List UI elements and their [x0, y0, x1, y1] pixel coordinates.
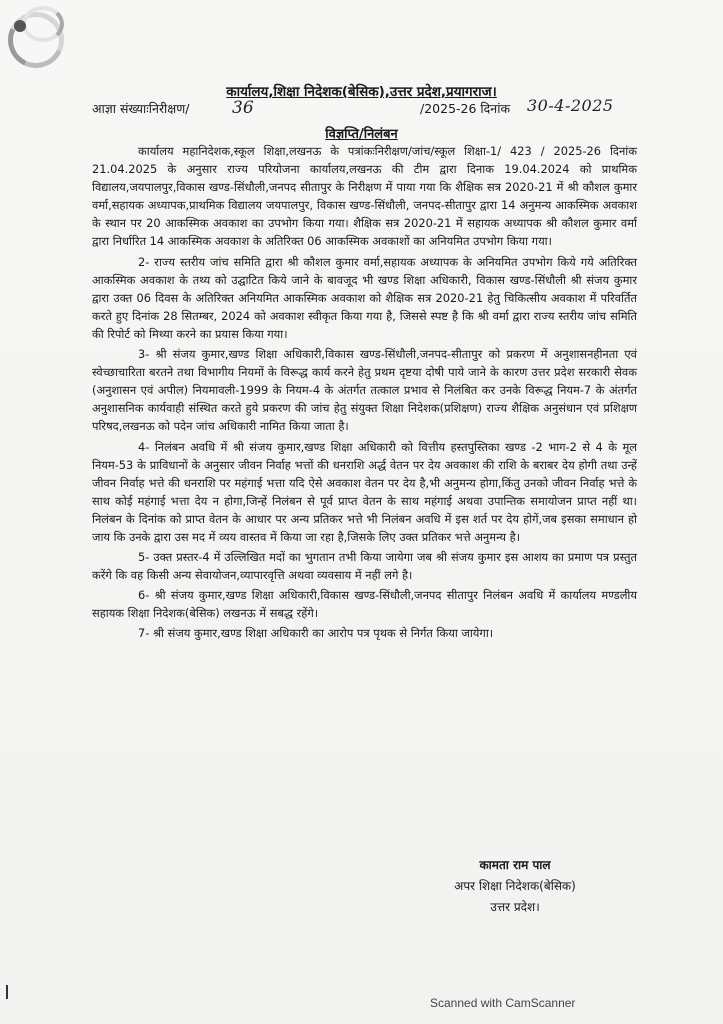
punch-hole — [14, 20, 26, 32]
paragraph-3: 3- श्री संजय कुमार,खण्ड शिक्षा अधिकारी,विकास खण्ड-सिंधौली,जनपद-सीतापुर को प्रकरण में अनुशासनहीनता एवं स्वेच्छाचारिता बरतने तथा विभागीय नियमों के विरूद्ध कार्य करने हेतु प्रथम दृष्टया दोषी पाये जाने के कारण उत्तर प्रदेश सरकारी सेवक (अनुशासन एवं अपील) नियमावली-1999 के नियम-4 के अंतर्गत तत्काल प्रभाव से निलंबित कर उनके विरूद्ध नियम-7 के अंतर्गत अनुशासनिक कार्यवाही संस्थित करते हुये प्रकरण की जांच हेतु संयुक्त शिक्षा निदेशक(प्रशिक्षण) राज्य शैक्षिक अनुसंधान एवं प्रशिक्षण परिषद,लखनऊ को पदेन जांच अधिकारी नामित किया जाता है। — [92, 347, 637, 434]
order-year-date-label: /2025-26 दिनांक — [420, 101, 511, 116]
order-date-handwritten: 30-4-2025 — [527, 96, 614, 115]
signatory-designation: अपर शिक्षा निदेशक(बेसिक) — [454, 879, 576, 893]
paragraph-5: 5- उक्त प्रस्तर-4 में उल्लिखित मदों का भुगतान तभी किया जायेगा जब श्री संजय कुमार इस आशय का प्रमाण पत्र प्रस्तुत करेंगे कि वह किसी अन्य सेवायोजन,व्यापारवृत्ति अथवा व्यवसाय में नहीं लगे है। — [92, 550, 637, 583]
order-number-handwritten: 36 — [232, 98, 254, 118]
scanner-watermark: Scanned with CamScanner — [430, 996, 576, 1010]
office-header — [0, 82, 723, 100]
paragraph-6: 6- श्री संजय कुमार,खण्ड शिक्षा अधिकारी,विकास खण्ड-सिंधौली,जनपद सीतापुर निलंबन अवधि में कार्यालय मण्डलीय सहायक शिक्षा निदेशक(बेसिक) लखनऊ में सबद्ध रहेंगे। — [92, 588, 637, 621]
office-title: कार्यालय,शिक्षा निदेशक(बेसिक),उत्तर प्रदेश,प्रयागराज। — [226, 84, 497, 100]
binder-string-loop — [22, 6, 64, 42]
order-number-label: आज्ञा संख्याःनिरीक्षण/ — [92, 101, 190, 116]
paragraph-1: कार्यालय महानिदेशक,स्कूल शिक्षा,लखनऊ के पत्रांकःनिरीक्षण/जांच/स्कूल शिक्षा-1/ 423 / 2025-26 दिनांक 21.04.2025 के अनुसार राज्य परियोजना कार्यालय,लखनऊ की टीम द्वारा दिनाक 19.04.2024 को प्राथमिक विद्यालय,जयपालपुर,विकास खण्ड-सिंधौली,जनपद सीतापुर के निरीक्षण में पाया गया कि शैक्षिक सत्र 2020-21 में श्री कौशल कुमार वर्मा,सहायक अध्यापक,प्राथमिक विद्यालय जयपालपुर, विकास खण्ड-सिंधौली, जनपद-सीतापुर द्वारा 14 अनुमन्य आकस्मिक अवकाश के स्थान पर 20 आकस्मिक अवकाश का उपभोग किया गया। शैक्षिक सत्र 2020-21 में सहायक अध्यापक श्री कौशल कुमार वर्मा द्वारा निर्धारित 14 आकस्मिक अवकाश के अतिरिक्त 06 आकस्मिक अवकाशों का अनियमित उपभोग किया गया। — [92, 144, 637, 249]
signatory-name: कामता राम पाल — [479, 858, 551, 872]
paragraph-7: 7- श्री संजय कुमार,खण्ड शिक्षा अधिकारी का आरोप पत्र पृथक से निर्गत किया जायेगा। — [138, 626, 494, 641]
signatory-state: उत्तर प्रदेश। — [490, 900, 540, 914]
edge-mark — [6, 985, 8, 999]
paragraph-2: 2- राज्य स्तरीय जांच समिति द्वारा श्री कौशल कुमार वर्मा,सहायक अध्यापक के अनियमित उपभोग किये गये अतिरिक्त आकस्मिक अवकाश के तथ्य को उद्घाटित किये जाने के बावजूद भी खण्ड शिक्षा अधिकारी, विकास खण्ड-सिंधौली श्री संजय कुमार द्वारा उक्त 06 दिवस के अतिरिक्त अनियमित आकस्मिक अवकाश को शैक्षिक सत्र 2020-21 हेतु चिकित्सीय अवकाश में परिवर्तित करते हुए दिनांक 28 सितम्बर, 2024 को अवकाश स्वीकृत किया गया है, जिससे स्पष्ट है कि श्री वर्मा द्वारा राज्य स्तरीय जांच समिति की रिपोर्ट को मिथ्या करने का प्रयास किया गया। — [92, 254, 637, 341]
document-title-text: विज्ञप्ति/निलंबन — [325, 127, 398, 142]
signature-block — [430, 855, 600, 918]
paragraph-4: 4- निलंबन अवधि में श्री संजय कुमार,खण्ड शिक्षा अधिकारी को वित्तीय हस्तपुस्तिका खण्ड -2 भाग-2 से 4 के मूल नियम-53 के प्राविधानों के अनुसार जीवन निर्वाह भत्तों की धनराशि अर्द्ध वेतन पर देय अवकाश की राशि के बराबर देय होगी तथा उन्हें जीवन निर्वाह भत्ते की धनराशि पर महंगाई भत्ता यदि ऐसे अवकाश वेतन पर देय है,भी अनुमन्य होगा,किंतु उनको जीवन निर्वाह भत्ते के साथ कोई महंगाई भत्ता देय न होगा,जिन्हें निलंबन से पूर्व प्राप्त वेतन के साथ महंगाई अथवा उपान्तिक समायोजन प्राप्त नहीं था। निलंबन के दिनांक को प्राप्त वेतन के आधार पर अन्य प्रतिकर भत्ते भी निलंबन अवधि में इस शर्त पर देय होगें,जब इसका समाधान हो जाय कि उनके द्वारा उस मद में व्यय वास्तव में किया जा रहा है,जिसके लिए उक्त प्रतिकर भत्ते अनुमन्य है। — [92, 439, 637, 544]
document-title — [0, 124, 723, 142]
document-body — [92, 142, 637, 645]
